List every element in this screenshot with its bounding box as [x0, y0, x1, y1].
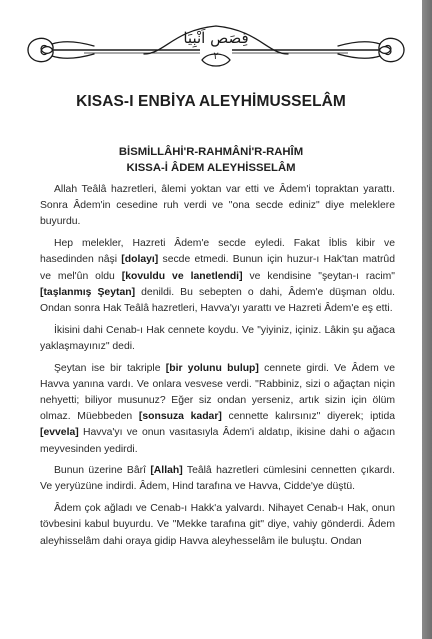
text-run: secde etmedi. Bunun için huzur-ı Hak'tan matrûd ve mel'ûn oldu	[40, 254, 395, 282]
chapter-title: KISAS-I ENBİYA ALEYHİMUSSELÂM	[76, 93, 346, 110]
body-paragraph	[40, 323, 395, 355]
body-paragraph	[40, 463, 395, 495]
body-text	[40, 182, 395, 555]
bracket-gloss: [taşlanmış Şeytan]	[40, 286, 136, 298]
page-header-ornament	[24, 20, 408, 76]
text-run: Hep melekler, Hazreti Âdem'e secde eyledi. Fakat İblis kibir ve hasedinden nâşi	[40, 238, 395, 266]
body-paragraph	[40, 361, 395, 458]
bracket-gloss: [Allah]	[150, 465, 183, 477]
text-run: denildi. Bu sebepten o dahi, Âdem'e düşman oldu. Ondan sonra Hak Teâlâ hazretleri, Havva'yı yarattı ve Hazreti Âdem'e eş etti.	[40, 286, 395, 314]
text-run: cennete girdi. Ve Âdem ve Havva yanına vardı. Ve onlara vesvese verdi. "Rabbiniz, sizi o ağaçtan niçin nehyetti; biliyor musunuz? Eğer siz ondan yerseniz, artık sizin için ölüm olmaz. Müebbeden	[40, 362, 395, 423]
text-run: Âdem çok ağladı ve Cenab-ı Hakk'a yalvardı. Nihayet Cenab-ı Hak, onun tövbesini kabul buyurdu. Ve "Mekke tarafına git" diye, vahiy gönderdi. Âdem aleyhisselâm dahi oraya gidip Havva aleyhesselâm ile buluştu. Ondan	[40, 503, 395, 547]
text-run: Teâlâ hazretleri cümlesini cennetten çıkardı. Ve yeryüzüne indirdi. Âdem, Hind tarafına ve Havva, Cidde'ye düştü.	[40, 465, 396, 493]
body-paragraph	[40, 236, 395, 317]
text-run: ve kendisine "şeytan-ı racim"	[242, 270, 395, 282]
bracket-gloss: [bir yolunu bulup]	[165, 362, 259, 374]
page-number: ٢	[213, 51, 219, 62]
bracket-gloss: [sonsuza kadar]	[138, 411, 222, 423]
text-run: Havva'yı ve onun vasıtasıyla Âdem'i aldatıp, ikisine dahi o ağacın meyvesinden yedirdi.	[40, 427, 395, 455]
text-run: Allah Teâlâ hazretleri, âlemi yoktan var etti ve Âdem'i topraktan yarattı. Sonra Âdem'in cesedine ruh verdi ve "ona secde ediniz" diye meleklere buyurdu.	[40, 184, 395, 228]
section-title-basmala: BİSMİLLÂHİ'R-RAHMÂNİ'R-RAHÎM	[118, 146, 304, 158]
bracket-gloss: [kovuldu ve lanetlendi]	[121, 270, 243, 282]
body-paragraph	[40, 182, 395, 231]
text-run: Bunun üzerine Bârî	[54, 465, 151, 477]
page-edge	[422, 0, 432, 639]
bracket-gloss: [dolayı]	[121, 254, 159, 266]
arabic-book-title: قِصَص اَنْبِيَا	[183, 29, 249, 47]
text-run: Şeytan ise bir takriple	[54, 362, 166, 374]
bracket-gloss: [evvela]	[40, 427, 79, 439]
section-title-story: KISSA-İ ÂDEM ALEYHİSSELÂM	[126, 162, 296, 174]
text-run: cennette kalırsınız" diyerek; iptida	[221, 411, 396, 423]
body-paragraph	[40, 501, 395, 550]
text-run: İkisini dahi Cenab-ı Hak cennete koydu. Ve "yiyiniz, içiniz. Lâkin şu ağaca yaklaşmayınız" dedi.	[40, 324, 395, 352]
